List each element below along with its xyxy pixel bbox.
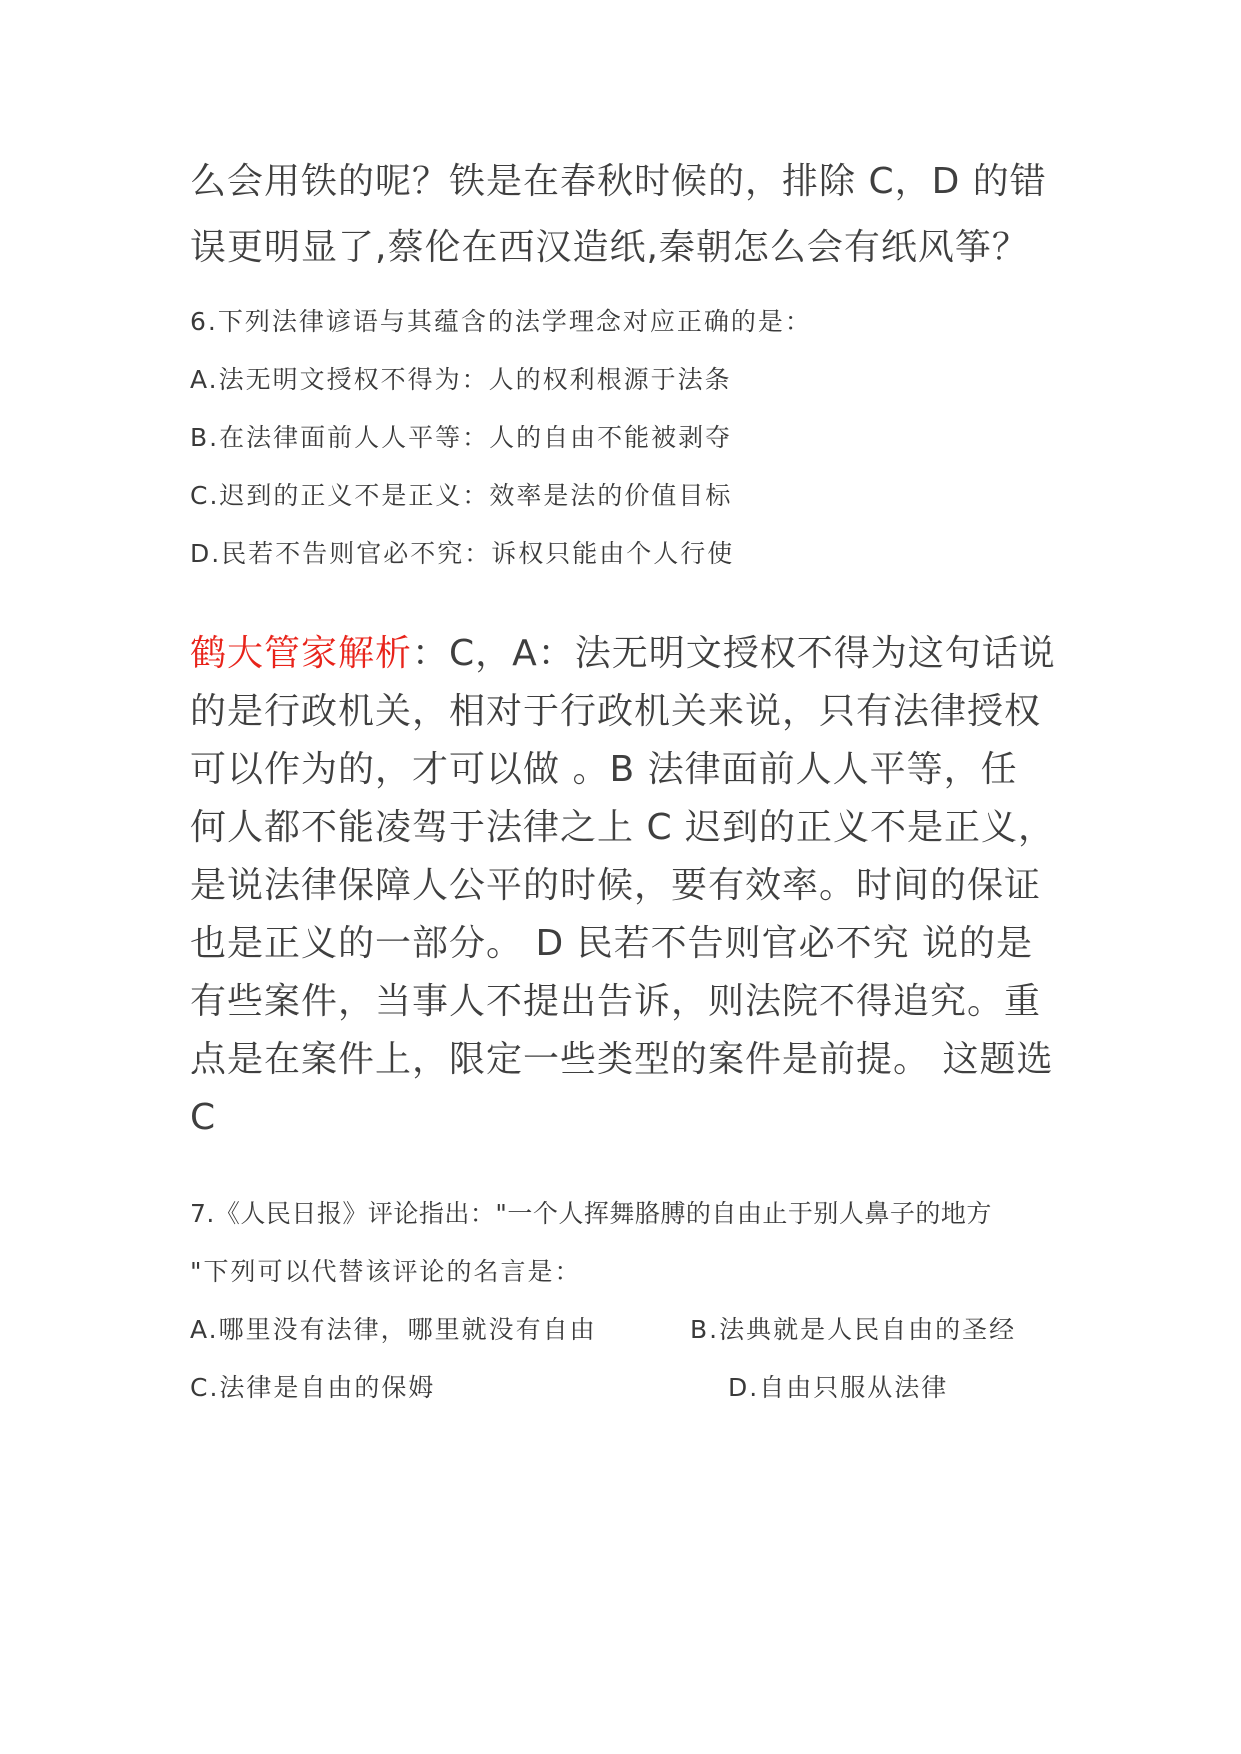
q6-question: 6.下列法律谚语与其蕴含的法学理念对应正确的是： (190, 307, 812, 336)
analysis-line-5: 是说法律保障人公平的时候，要有效率。时间的保证 (190, 865, 1042, 906)
q7-option-a: A.哪里没有法律，哪里就没有自由 (190, 1315, 597, 1344)
q6-option-c: C.迟到的正义不是正义：效率是法的价值目标 (190, 481, 733, 510)
analysis-line-4: 何人都不能凌驾于法律之上 C 迟到的正义不是正义， (190, 807, 1056, 848)
analysis-first-line-text: ：C，A：法无明文授权不得为这句话说 (412, 633, 1056, 674)
analysis-first-line (190, 622, 1070, 686)
q7-question-line-1: 7.《人民日报》评论指出："一个人挥舞胳膊的自由止于别人鼻子的地方 (190, 1199, 992, 1228)
q6-option-d: D.民若不告则官必不究：诉权只能由个人行使 (190, 539, 735, 568)
q6-option-b: B.在法律面前人人平等：人的自由不能被剥夺 (190, 423, 733, 452)
q7-option-d: D.自由只服从法律 (728, 1373, 949, 1402)
analysis-line-6: 也是正义的一部分。 D 民若不告则官必不究 说的是 (190, 923, 1034, 964)
intro-line-2: 误更明显了,蔡伦在西汉造纸,秦朝怎么会有纸风筝？ (190, 227, 1029, 268)
analysis-line-3: 可以作为的，才可以做 。B 法律面前人人平等，任 (190, 749, 1018, 790)
q7-option-b: B.法典就是人民自由的圣经 (690, 1315, 1017, 1344)
analysis-line-2: 的是行政机关，相对于行政机关来说，只有法律授权 (190, 691, 1042, 732)
analysis-label: 鹤大管家解析 (190, 633, 413, 674)
analysis-line-7: 有些案件，当事人不提出告诉，则法院不得追究。重 (190, 981, 1042, 1022)
analysis-line-8: 点是在案件上，限定一些类型的案件是前提。 这题选 (190, 1039, 1054, 1080)
q6-option-a: A.法无明文授权不得为：人的权利根源于法条 (190, 365, 732, 394)
intro-line-1: 么会用铁的呢？铁是在春秋时候的，排除 C，D 的错 (190, 161, 1047, 202)
analysis-line-9: C (190, 1097, 217, 1138)
q7-question-line-2: "下列可以代替该评论的名言是： (190, 1257, 582, 1286)
q7-option-c: C.法律是自由的保姆 (190, 1373, 436, 1402)
